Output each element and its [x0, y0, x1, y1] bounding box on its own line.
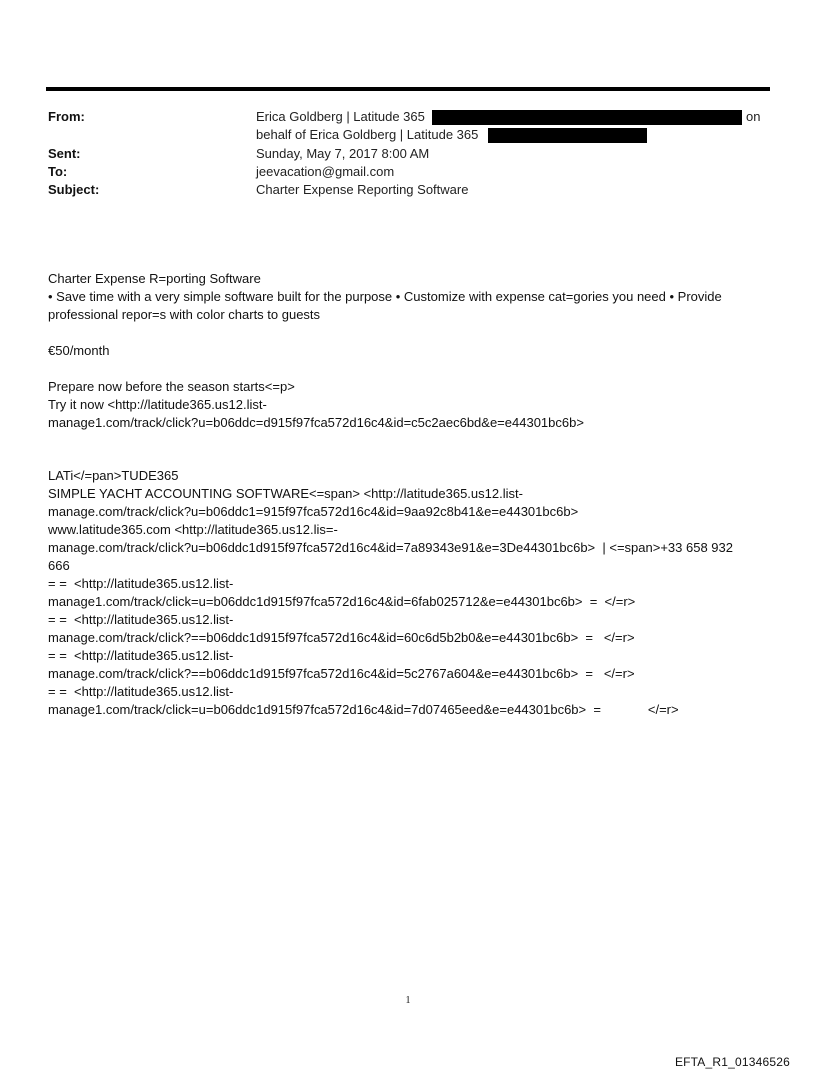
sent-label: Sent:	[48, 146, 81, 161]
page-number: 1	[405, 995, 411, 1006]
footer-link[interactable]: manage1.com/track/click=u=b06ddc1d915f97fca572d16c4&id=6fab025712&e=e44301bc6b> = </=r>	[48, 594, 636, 609]
subject-label: Subject:	[48, 182, 100, 197]
sent-value: Sunday, May 7, 2017 8:00 AM	[256, 146, 430, 161]
footer-link[interactable]: manage.com/track/click?==b06ddc1d915f97fca572d16c4&id=5c2767a604&e=e44301bc6b> = </=r>	[48, 666, 635, 681]
footer-link[interactable]: www.latitude365.com <http://latitude365.us12.lis=-	[48, 522, 338, 537]
footer-link[interactable]: manage.com/track/click?u=b06ddc1=915f97fca572d16c4&id=9aa92c8b41&e=e44301bc6b>	[48, 504, 579, 519]
price: €50/month	[48, 343, 110, 358]
try-link[interactable]: manage1.com/track/click?u=b06ddc=d915f97fca572d16c4&id=c5c2aec6bd&e=e44301bc6b>	[48, 415, 584, 430]
from-on: on	[746, 109, 761, 124]
from-label: From:	[48, 109, 85, 124]
subject-value: Charter Expense Reporting Software	[256, 182, 469, 197]
footer-link[interactable]: = = <http://latitude365.us12.list-	[48, 684, 234, 699]
redaction-bar	[488, 128, 647, 143]
header-rule	[46, 87, 770, 91]
footer-link[interactable]: = = <http://latitude365.us12.list-	[48, 612, 234, 627]
footer-line: 666	[48, 558, 70, 573]
body-line: Charter Expense R=porting Software	[48, 271, 261, 286]
to-label: To:	[48, 164, 68, 179]
footer-link[interactable]: manage.com/track/click?u=b06ddc1d915f97fca572d16c4&id=7a89343e91&e=3De44301bc6b> | <=span>+33 658 932	[48, 540, 733, 555]
footer-link[interactable]: manage1.com/track/click=u=b06ddc1d915f97fca572d16c4&id=7d07465eed&e=e44301bc6b> = </=r>	[48, 702, 679, 717]
footer-link[interactable]: manage.com/track/click?==b06ddc1d915f97fca572d16c4&id=60c6d5b2b0&e=e44301bc6b> = </=r>	[48, 630, 635, 645]
document-id: EFTA_R1_01346526	[674, 1055, 790, 1069]
footer-link[interactable]: = = <http://latitude365.us12.list-	[48, 576, 234, 591]
body-line: professional repor=s with color charts to guests	[48, 307, 321, 322]
footer-link[interactable]: SIMPLE YACHT ACCOUNTING SOFTWARE<=span> <http://latitude365.us12.list-	[48, 486, 523, 501]
redaction-bar	[432, 110, 742, 125]
footer-brand: LATi</=pan>TUDE365	[48, 468, 179, 483]
body-line: • Save time with a very simple software built for the purpose • Customize with expense cat=gories you need • Provide	[48, 289, 722, 304]
to-value: jeevacation@gmail.com	[256, 164, 395, 179]
from-value: Erica Goldberg | Latitude 365	[256, 109, 425, 124]
footer-link[interactable]: = = <http://latitude365.us12.list-	[48, 648, 234, 663]
from-behalf: behalf of Erica Goldberg | Latitude 365	[256, 127, 479, 142]
body-line: Prepare now before the season starts<=p>	[48, 379, 295, 394]
try-link[interactable]: Try it now <http://latitude365.us12.list-	[48, 397, 267, 412]
